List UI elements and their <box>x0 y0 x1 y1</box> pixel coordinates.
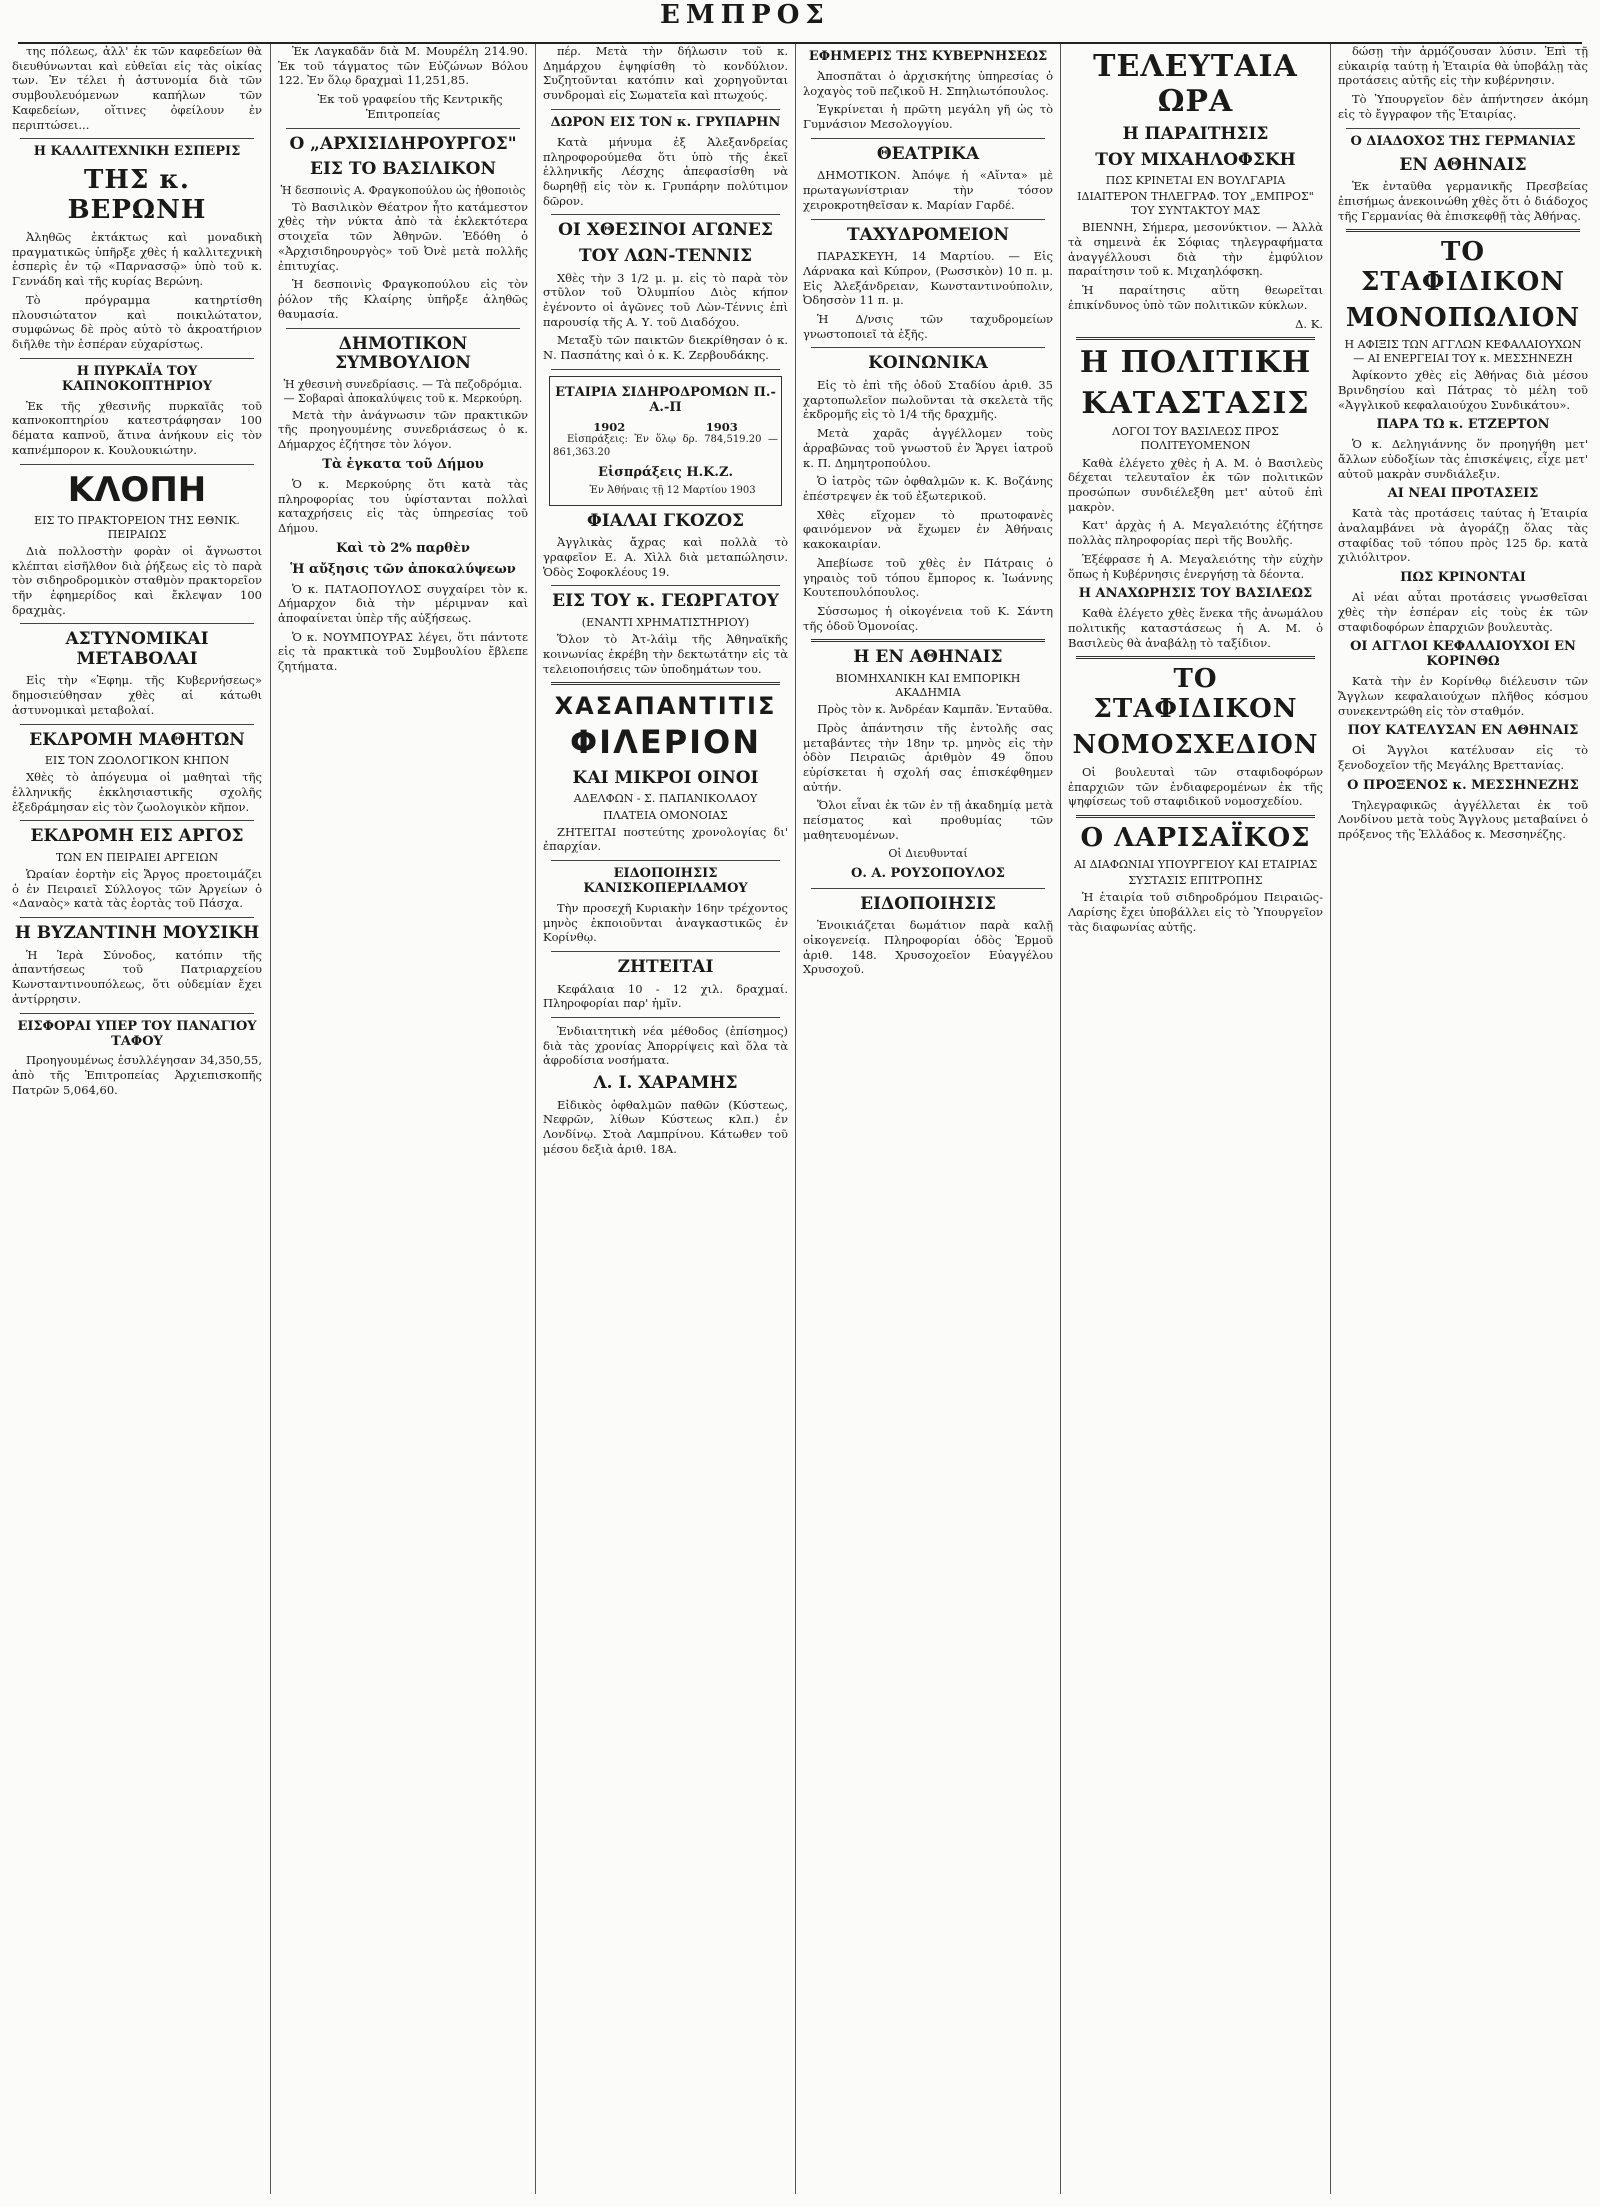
article-text: Εἰς τὸ ἐπὶ τῆς ὁδοῦ Σταδίου ἀριθ. 35 χαρτοπωλεῖον πωλοῦνται τὰ σκελετὰ τῆς ἐκδρομῆς εἰς τὸ 1/4 τῆς δραχμῆς. <box>803 377 1053 422</box>
article-text: Κατὰ τὰς προτάσεις ταύτας ἡ Ἑταιρία ἀναλαμβάνει νὰ ἀγοράζῃ ὅλας τὰς σταφίδας τοῦ τόπου πρὸς 125 δρ. κατὰ χιλιόλιτρον. <box>1338 506 1588 565</box>
article-text: Ἐκ Λαγκαδᾶν διὰ Μ. Μουρέλη 214.90. Ἐκ τοῦ τάγματος τῶν Εὐζώνων Βόλου 122. Ἐν ὅλῳ δραχμαὶ 11,251,85. <box>278 44 528 88</box>
article-text: Ἐγκρίνεται ἡ πρῶτη μεγάλη γῆ ὡς τὸ Γυμνάσιον Μεσολογγίου. <box>803 102 1053 132</box>
article-text: Τὸ Βασιλικὸν Θέατρον ἦτο κατάμεστον χθὲς τὴν νύκτα ἀπὸ τὰ ἐκλεκτότερα στοιχεῖα τῶν Ἀθηνῶν. Ἐδόθη ὁ «Ἀρχισιδηρουργὸς» τοῦ Ὀνὲ μετὰ πολλῆς ἐπιτυχίας. <box>278 199 528 273</box>
ad-text: Ὅλον τὸ Ἀτ-λάὶμ τῆς Ἀθηναϊκῆς κοινωνίας ἐκρέβη τὴν δεκτωτάτην εἰς τὰ τελειοποιήσεις τῶν ὑποδημάτων του. <box>543 632 788 676</box>
article-text: Μετὰ χαρᾶς ἀγγέλλομεν τοὺς ἀρραβῶνας τοῦ γνωστοῦ ἐν Ἄργει ἰατροῦ κ. Π. Δημητροπούλου. <box>803 426 1053 470</box>
article-text: Εἰς τὴν «Ἐφημ. τῆς Κυβερνήσεως» δημοσιεύθησαν χθὲς αἱ κάτωθι ἀστυνομικαὶ μεταβολαί. <box>12 673 262 717</box>
column-divider <box>1330 44 1331 2194</box>
ad-headline: ΦΙΑΛΑΙ ΓΚΟΖΟΣ <box>586 510 745 531</box>
section-heading: Καὶ τὸ 2% παρθὲν <box>336 540 470 556</box>
headline: Η ΠΥΡΚΑΪΑ ΤΟΥ ΚΑΠΝΟΚΟΠΤΗΡΙΟΥ <box>61 363 213 394</box>
ad-text: Κεφάλαια 10 - 12 χιλ. δραχμαί. Πληροφορίαι παρ' ἡμῖν. <box>543 981 788 1011</box>
article-text: Πρὸς ἀπάντησιν τῆς ἐντολῆς σας μεταβάντες τὴν 18ην τρ. μηνὸς εἰς τὴν ὁδὸν Πειραιῶς ἀριθμὸν 49 ὅπου εὑρίσκεται ἡ σχολή σας ἐπισκέφθημεν αὐτήν. <box>803 720 1053 794</box>
ad-text: Ἐνδιαιτητικὴ νέα μέθοδος (ἐπίσημος) διὰ τὰς χρονίας Ἀπορρίψεις καὶ ὅλα τὰ ἀφροδίσια νοσήματα. <box>543 1024 788 1068</box>
ad-text: Εἰδικὸς ὀφθαλμῶν παθῶν (Κύστεως, Νεφρῶν, λίθων Κύστεως κλπ.) ἐν Λονδίνῳ. Στοὰ Λαμπρίνου. Κάτωθεν τοῦ μέσου δεξιὰ ἀριθ. 18Α. <box>543 1097 788 1156</box>
article-text: ΒΙΕΝΝΗ, Σήμερα, μεσονύκτιον. — Ἀλλὰ τὰ σημεινὰ ἐκ Σόφιας τηλεγραφήματα ἀναγγέλλουσι διὰ τὴν ἐμφύλιον παραίτησιν τοῦ κ. Μιχαηλόφσκη. <box>1068 220 1323 279</box>
article-text: Ἡ Δ/νσις τῶν ταχυδρομείων γνωστοποιεῖ τὰ ἑξῆς. <box>803 311 1053 341</box>
divider <box>551 860 780 861</box>
headline: ΕΝ ΑΘΗΝΑΙΣ <box>1399 154 1527 175</box>
headline: Ο ΛΑΡΙΣΑΪΚΟΣ <box>1080 823 1311 854</box>
headline: ΕΙΣ ΤΟ ΒΑΣΙΛΙΚΟΝ <box>309 159 497 180</box>
article-text: Ὁ κ. Δεληγιάννης ὅν προηγήθη μετ' ἄλλων εὐδοξίων τὰς ἐπισκέψεις, εἶχε μετ' αὐτοῦ μακρὰν συνδιάλεξιν. <box>1338 437 1588 481</box>
divider <box>551 109 780 110</box>
column-divider <box>795 44 796 2194</box>
divider <box>551 951 780 952</box>
article-text: Κατ' ἀρχὰς ἡ Α. Μεγαλειότης ἐζήτησε πολλὰς πληροφορίας περὶ τῆς Βουλῆς. <box>1068 518 1323 548</box>
ad-headline: ΖΗΤΕΙΤΑΙ <box>617 957 714 978</box>
divider <box>1346 128 1580 129</box>
divider <box>811 347 1045 348</box>
ad-headline: ΕΙΣ ΤΟΥ κ. ΓΕΩΡΓΑΤΟΥ <box>552 591 779 612</box>
headline: ΕΦΗΜΕΡΙΣ ΤΗΣ ΚΥΒΕΡΝΗΣΕΩΣ <box>808 49 1048 64</box>
article-text: Ἐν Ἀθήναις τῇ 12 Μαρτίου 1903 <box>589 484 756 496</box>
column-4 <box>803 44 1053 2194</box>
article-text: Σύσσωμος ἡ οἰκογένεια τοῦ Κ. Σάντη τῆς ὁδοῦ Ὁμονοίας. <box>803 603 1053 633</box>
headline: ΕΚΔΡΟΜΗ ΕΙΣ ΑΡΓΟΣ <box>30 826 244 847</box>
headline: ΚΛΟΠΗ <box>67 469 207 510</box>
subheadline: ΑΙ ΔΙΑΦΩΝΙΑΙ ΥΠΟΥΡΓΕΙΟΥ ΚΑΙ ΕΤΑΙΡΙΑΣ <box>1073 858 1318 872</box>
article-text: Ὅλοι εἶναι ἐκ τῶν ἐν τῇ ἀκαδημίᾳ μετὰ πείσματος καὶ προθυμίας τῶν μαθητευομένων. <box>803 798 1053 842</box>
divider <box>20 917 254 918</box>
article-text: Πρὸς τὸν κ. Ἀνδρέαν Καμπᾶν. Ἐνταῦθα. <box>817 702 1053 717</box>
divider <box>1076 656 1315 659</box>
headline: ΕΙΔΟΠΟΙΗΣΙΣ <box>860 893 996 914</box>
subheadline: ΕΙΣ ΤΟ ΠΡΑΚΤΟΡΕΙΟΝ ΤΗΣ ΕΘΝΙΚ. ΠΕΙΡΑΙΩΣ <box>34 513 240 541</box>
article-text: Ἐξέφρασε ἡ Α. Μεγαλειότης τὴν εὐχὴν ὅπως ἡ Κυβέρνησις ἐνεργήσῃ τὰ δέοντα. <box>1068 551 1323 581</box>
article-text: Τὸ πρόγραμμα κατηρτίσθη πλουσιώτατον καὶ ποικιλώτατον, συμφώνως δὲ πρὸς αὐτὸ τὸ ἀκροατήριον διῆλθε τὴν ἑσπέραν εὐχαρίστως. <box>12 292 262 352</box>
headline: Ο ΔΙΑΔΟΧΟΣ ΤΗΣ ΓΕΡΜΑΝΙΑΣ <box>1350 133 1576 149</box>
headline: ΟΙ ΧΘΕΣΙΝΟΙ ΑΓΩΝΕΣ <box>558 220 773 241</box>
headline: Εἰσπράξεις Η.Κ.Ζ. <box>598 465 733 480</box>
article-text: Ἀπεβίωσε τοῦ χθὲς ἐν Πάτραις ὁ γηραιὸς τοῦ τόπου ἔμπορος κ. Ἰωάννης Κουτεπουλόπουλος. <box>803 555 1053 600</box>
headline: Η ΒΥΖΑΝΤΙΝΗ ΜΟΥΣΙΚΗ <box>14 923 260 944</box>
headline: ΘΕΑΤΡΙΚΑ <box>876 143 980 164</box>
article-text: Ἐκ τοῦ γραφείου τῆς Κεντρικῆς Ἐπιτροπείας <box>317 92 503 121</box>
article-text: Ἀφίκοντο χθὲς εἰς Ἀθήνας διὰ μέσου Βρινδησίου καὶ Πάτρας τὸ μέλη τοῦ «Ἀγγλικοῦ κεφαλαιούχου Συνδικάτου». <box>1338 368 1588 412</box>
headline: ΝΟΜΟΣΧΕΔΙΟΝ <box>1072 730 1319 761</box>
article-text: Ἡ Ἱερὰ Σύνοδος, κατόπιν τῆς ἀπαντήσεως τοῦ Πατριαρχείου Κωνσταντινουπόλεως, ὅτι οὐδεμίαν ἔχει ἀντίρρησιν. <box>12 947 262 1006</box>
headline: ΤΟ ΣΤΑΦΙΔΙΚΟΝ <box>1093 664 1298 725</box>
subheadline: ΣΥΣΤΑΣΙΣ ΕΠΙΤΡΟΠΗΣ <box>1128 874 1263 888</box>
headline: ΤΑΧΥΔΡΟΜΕΙΟΝ <box>846 224 1010 245</box>
article-text: ΔΗΜΟΤΙΚΟΝ. Ἀπόψε ἡ «Αἴντα» μὲ πρωταγωνίστριαν τὴν τόσον χειροκροτηθεῖσαν κ. Μαρίαν Γαρδέ. <box>803 168 1053 212</box>
article-text: Κατὰ τὴν ἐν Κορίνθῳ διέλευσιν τῶν Ἄγγλων κεφαλαιούχων πλῆθος κόσμου συνεκεντρώθη εἰς τὸν σταθμόν. <box>1338 674 1588 718</box>
section-heading: ΟΙ ΑΓΓΛΟΙ ΚΕΦΑΛΑΙΟΥΧΟΙ ΕΝ ΚΟΡΙΝΘΩ <box>1350 639 1576 670</box>
divider <box>20 724 254 725</box>
subheadline: ΙΔΙΑΙΤΕΡΟΝ ΤΗΛΕΓΡΑΦ. ΤΟΥ „ΕΜΠΡΟΣ" ΤΟΥ ΣΥΝΤΑΚΤΟΥ ΜΑΣ <box>1077 190 1314 218</box>
article-text: Κατὰ μήνυμα ἐξ Ἀλεξανδρείας πληροφορούμεθα ὅτι ὑπὸ τῆς ἐκεῖ ἑλληνικῆς Λέσχης ἀπεφασίσθη νὰ δωρηθῇ εἰς τὸν κ. Γρυπάρην πολύτιμον δῶρον. <box>543 134 788 208</box>
headline: ΔΩΡΟΝ ΕΙΣ ΤΟΝ κ. ΓΡΥΠΑΡΗΝ <box>550 114 781 130</box>
subheadline: ΒΙΟΜΗΧΑΝΙΚΗ ΚΑΙ ΕΜΠΟΡΙΚΗ ΑΚΑΔΗΜΙΑ <box>835 671 1021 700</box>
article-text: Τὸ Ὑπουργεῖον δὲν ἀπήντησεν ἀκόμη εἰς τὸ ἔγγραφον τῆς Ἑταιρίας. <box>1338 92 1588 121</box>
column-3 <box>543 44 788 2194</box>
article-text: Ὡραίαν ἑορτὴν εἰς Ἄργος προετοιμάζει ὁ ἐν Πειραιεῖ Σύλλογος τῶν Ἀργείων ὁ «Δαναὸς» κατὰ τὰς ἑορτὰς τοῦ Πάσχα. <box>12 867 262 911</box>
article-text: Αἱ νέαι αὗται προτάσεις γνωσθεῖσαι χθὲς τὴν ἑσπέραν εἰς τοὺς ἐκ τῶν σταφιδοφόρων ἐπαρχιῶν βουλευτὰς. <box>1338 590 1588 634</box>
headline: Η ΚΑΛΛΙΤΕΧΝΙΚΗ ΕΣΠΕΡΙΣ <box>33 144 241 160</box>
ad-subheadline: ΠΛΑΤΕΙΑ ΟΜΟΝΟΙΑΣ <box>603 808 728 822</box>
year-label: 1903 <box>705 419 738 434</box>
divider <box>811 138 1045 139</box>
column-divider <box>1060 44 1061 2194</box>
subheadline: ΠΩΣ ΚΡΙΝΕΤΑΙ ΕΝ ΒΟΥΛΓΑΡΙΑ <box>1105 174 1286 188</box>
subheadline: ΛΟΓΟΙ ΤΟΥ ΒΑΣΙΛΕΩΣ ΠΡΟΣ ΠΟΛΙΤΕΥΟΜΕΝΟΝ <box>1112 425 1279 453</box>
column-2 <box>278 44 528 2194</box>
article-text: Χθὲς τὴν 3 1/2 μ. μ. εἰς τὸ παρὰ τὸν στῦλον τοῦ Ὀλυμπίου Διὸς κήπον ἐγένοντο οἱ ἀγῶνες τοῦ Λὼν-Τέννις ἐπὶ παρουσίᾳ τῆς Α. Υ. τοῦ Διαδόχου. <box>543 270 788 329</box>
ad-text: Ἀγγλικὰς ἄχρας καὶ πολλὰ τὸ γραφεῖον Ε. Α. Χὶλλ διὰ μεταπώλησιν. Ὁδὸς Σοφοκλέους 19. <box>543 535 788 579</box>
article-text: ΠΑΡΑΣΚΕΥΗ, 14 Μαρτίου. — Εἰς Λάρνακα καὶ Κύπρον, (Ρωσσικὸν) 10 π. μ. Εἰς Ἀλεξάνδρειαν, Κωνσταντινούπολιν, Ὀδησσὸν 11 π. μ. <box>803 249 1053 308</box>
article-text: Ὁ κ. ΠΑΤΑΟΠΟΥΛΟΣ συγχαίρει τὸν κ. Δήμαρχον διὰ τὴν μέριμναν καὶ ἀποφαίνεται ὑπὲρ τῆς αὐξήσεως. <box>278 581 528 626</box>
article-text: Ὁ κ. Μερκούρης ὅτι κατὰ τὰς πληροφορίας του ὑφίστανται πολλαὶ καταχρήσεις εἰς τὰς ὑπηρεσίας τοῦ Δήμου. <box>278 476 528 536</box>
railway-revenue-box <box>549 376 782 506</box>
article-text: Τηλεγραφικῶς ἀγγέλλεται ἐκ τοῦ Λονδίνου μετὰ τοὺς Ἄγγλους μεταβαίνει ὁ πρόξενος τῆς Ἑλλάδος κ. Μεσσηνέζης. <box>1338 797 1588 841</box>
column-divider <box>535 44 536 2194</box>
headline: Η ΕΝ ΑΘΗΝΑΙΣ <box>853 647 1003 668</box>
article-text: της πόλεως, ἀλλ' ἐκ τῶν καφεδείων θὰ διευθύνωνται καὶ εὐθεῖαι εἰς τὰς οἰκίας των. Ἐν τέλει ἡ ἀστυνομία διὰ τῶν συμβουλευόμενων καπήλων τῶν Καφεδείων, οἵτινες ὀφείλουν ἐν περιπτώσει... <box>12 44 262 132</box>
headline: ΤΟΥ ΛΩΝ-ΤΕΝΝΙΣ <box>578 245 753 266</box>
article-text: Ὁ ἰατρὸς τῶν ὀφθαλμῶν κ. Κ. Βοζάνης ἐπέστρεψεν ἐκ τοῦ ἐξωτερικοῦ. <box>803 474 1053 503</box>
divider <box>551 369 780 370</box>
masthead <box>0 0 1600 36</box>
article-text: δώσῃ τὴν ἁρμόζουσαν λύσιν. Ἐπὶ τῇ εὐκαιρίᾳ ταύτῃ ἡ Ἑταιρία θὰ ὑποβάλῃ τὰς προτάσεις αὐτῆς εἰς τὴν κυβέρνησιν. <box>1338 44 1588 88</box>
section-heading: ΠΩΣ ΚΡΙΝΟΝΤΑΙ <box>1400 570 1526 586</box>
column-1 <box>12 44 262 2194</box>
divider <box>20 358 254 359</box>
ad-headline: ΦΙΛΕΡΙΟΝ <box>569 722 762 761</box>
article-text: Μετὰ τὴν ἀνάγνωσιν τῶν πρακτικῶν τῆς προηγουμένης συνεδριάσεως ὁ κ. Δήμαρχος ἐζήτησε τὸν λόγον. <box>278 407 528 452</box>
ad-subheadline: ΑΔΕΛΦΩΝ - Σ. ΠΑΠΑΝΙΚΟΛΑΟΥ <box>573 792 758 806</box>
article-text: Εἰσπράξεις: Ἐν ὅλῳ δρ. 784,519.20 — 861,363.20 <box>553 434 778 459</box>
ad-headline: Λ. Ι. ΧΑΡΑΜΗΣ <box>593 1073 738 1094</box>
headline: Ο „ΑΡΧΙΣΙΔΗΡΟΥΡΓΟΣ" <box>289 133 517 154</box>
headline: ΚΑΤΑΣΤΑΣΙΣ <box>1081 385 1310 421</box>
article-text: Οἱ Ἄγγλοι κατέλυσαν εἰς τὸ ξενοδοχεῖον τῆς Μεγάλης Βρεττανίας. <box>1338 743 1588 772</box>
divider <box>1076 815 1315 818</box>
article-text: Ἐκ ἐνταῦθα γερμανικῆς Πρεσβείας ἐπισήμως ἀνεκοινώθη χθὲς ὅτι ὁ διάδοχος τῆς Γερμανίας θὰ ἐπισκεφθῇ τὰς Ἀθήνας. <box>1338 179 1588 223</box>
article-text: Οἱ βουλευταὶ τῶν σταφιδοφόρων ἐπαρχιῶν τῶν ἐνδιαφερομένων ἐκ τῆς ψηφίσεως τοῦ σταφιδικοῦ νομοσχεδίου. <box>1068 765 1323 809</box>
article-text: Ἡ παραίτησις αὕτη θεωρεῖται ἐπικίνδυνος ὑπὸ τῶν πολιτικῶν κύκλων. <box>1068 283 1323 312</box>
headline: Η ΠΑΡΑΙΤΗΣΙΣ <box>1122 124 1269 144</box>
article-text: Χθὲς εἴχομεν τὸ πρωτοφανὲς φαινόμενον νὰ ἔχωμεν ἐν Ἀθήναις κακοκαιρίαν. <box>803 507 1053 552</box>
article-text: Καθὰ ἐλέγετο χθὲς ἕνεκα τῆς ἀνωμάλου πολιτικῆς καταστάσεως ἡ Α. Μ. ὁ Βασιλεὺς θὰ ἀναβάλῃ τὸ ταξίδιον. <box>1068 606 1323 650</box>
headline: ΜΟΝΟΠΩΛΙΟΝ <box>1345 303 1581 334</box>
subheadline: Η ΑΦΙΞΙΣ ΤΩΝ ΑΓΓΛΩΝ ΚΕΦΑΛΑΙΟΥΧΩΝ — ΑΙ ΕΝΕΡΓΕΙΑΙ ΤΟΥ κ. ΜΕΣΣΗΝΕΖΗ <box>1344 337 1582 365</box>
subheadline: Ἡ χθεσινὴ συνεδρίασις. — Τὰ πεζοδρόμια. — Σοβαραὶ ἀποκαλύψεις τοῦ κ. Μερκούρη. <box>283 377 523 405</box>
signature: Δ. Κ. <box>1295 316 1323 331</box>
divider <box>20 820 254 821</box>
article-text: Ἀποσπᾶται ὁ ἀρχισκήτης ὑπηρεσίας ὁ λοχαγὸς τοῦ πεζικοῦ Η. Σπηλιωτόπουλος. <box>803 68 1053 98</box>
section-heading: Τὰ ἐγκατα τοῦ Δήμου <box>322 456 484 472</box>
headline: ΤΟ ΣΤΑΦΙΔΙΚΟΝ <box>1360 237 1566 298</box>
divider <box>551 682 780 685</box>
article-text: Μεταξὺ τῶν παικτῶν διεκρίθησαν ὁ κ. Ν. Πασπάτης καὶ ὁ κ. Κ. Ζερβουδάκης. <box>543 333 788 363</box>
article-text: Καθὰ ἐλέγετο χθὲς ἡ Α. Μ. ὁ Βασιλεὺς δέχεται τελευταῖον ἐκ τῶν πολιτικῶν προσώπων συνδιέλεξθη μετ' αὐτοῦ ἐπὶ μακρὸν. <box>1068 455 1323 514</box>
headline: ΕΙΣΦΟΡΑΙ ΥΠΕΡ ΤΟΥ ΠΑΝΑΓΙΟΥ ΤΑΦΟΥ <box>17 1018 257 1049</box>
divider <box>551 1017 780 1018</box>
section-heading: ΑΙ ΝΕΑΙ ΠΡΟΤΑΣΕΙΣ <box>1387 486 1539 502</box>
headline: ΤΕΛΕΥΤΑΙΑ ΩΡΑ <box>1093 49 1298 119</box>
divider <box>811 219 1045 220</box>
section-heading: Ἡ αὔξησις τῶν ἀποκαλύψεων <box>290 561 516 577</box>
headline: ΕΙΔΟΠΟΙΗΣΙΣ ΚΑΝΙΣΚΟΠΕΡΙΛΑΜΟΥ <box>583 866 748 896</box>
column-5 <box>1068 44 1323 2194</box>
divider <box>551 214 780 215</box>
article-text: Διὰ πολλοστὴν φορὰν οἱ ἄγνωστοι κλέπται εἰσῆλθον διὰ ῥήξεως εἰς τὸ παρὰ τὸν σιδηροδρομικὸν σταθμὸν πρακτορεῖον τῆν ἐφημερίδος καὶ ἔκλεψαν 100 δραχμὰς. <box>12 543 262 617</box>
headline: ΕΤΑΙΡΙΑ ΣΙΔΗΡΟΔΡΟΜΩΝ Π.-Α.-Π <box>555 384 776 415</box>
section-heading: ΠΟΥ ΚΑΤΕΛΥΣΑΝ ΕΝ ΑΘΗΝΑΙΣ <box>1347 723 1579 739</box>
divider <box>551 585 780 586</box>
headline: ΕΚΔΡΟΜΗ ΜΑΘΗΤΩΝ <box>29 729 245 750</box>
newspaper-title: ΕΜΠΡΟΣ <box>660 0 830 30</box>
article-text: Ἐκ τῆς χθεσινῆς πυρκαϊᾶς τοῦ καπνοκοπτηρίου κατεστράφησαν 100 δέματα καπνοῦ, ἅτινα ἀνήκουν εἰς τὸν καπνέμπορον κ. Κουλουκιώτην. <box>12 398 262 457</box>
headline: ΑΣΤΥΝΟΜΙΚΑΙ ΜΕΤΑΒΟΛΑΙ <box>65 629 209 669</box>
divider <box>20 623 254 624</box>
section-heading: Ο ΠΡΟΞΕΝΟΣ κ. ΜΕΣΣΗΝΕΖΗΣ <box>1347 777 1579 793</box>
ad-headline: ΧΑΣΑΠΑΝΤΙΤΙΣ <box>554 692 777 721</box>
article-text: Ἡ δεσποινὶς Φραγκοπούλου εἰς τὸν ῥόλον τῆς Κλαίρης ὑπῆρξε ἀληθῶς θαυμασία. <box>278 277 528 321</box>
headline: ΚΟΙΝΩΝΙΚΑ <box>868 353 988 374</box>
year-header-row <box>553 420 778 435</box>
subheadline: ΕΙΣ ΤΟΝ ΖΩΟΛΟΓΙΚΟΝ ΚΗΠΟΝ <box>44 754 230 768</box>
divider <box>20 138 254 139</box>
article-text: Τὴν προσεχῆ Κυριακὴν 16ην τρέχοντος μηνὸς ἐκποιοῦνται ἀναγκαστικῶς ἐν Κορίνθῳ. <box>543 900 788 945</box>
headline: ΤΗΣ κ. ΒΕΡΩΝΗ <box>67 165 207 226</box>
subheadline: ΤΩΝ ΕΝ ΠΕΙΡΑΙΕΙ ΑΡΓΕΙΩΝ <box>55 850 219 864</box>
section-heading: ΠΑΡΑ ΤΩ κ. ΕΤΖΕΡΤΟΝ <box>1376 417 1550 433</box>
divider <box>286 328 520 329</box>
ad-headline: ΚΑΙ ΜΙΚΡΟΙ ΟΙΝΟΙ <box>572 767 759 788</box>
ad-subheadline: (ΕΝΑΝΤΙ ΧΡΗΜΑΤΙΣΤΗΡΙΟΥ) <box>581 615 750 629</box>
headline: Η ΠΟΛΙΤΙΚΗ <box>1079 345 1312 381</box>
signature: Οἱ Διευθυνταί <box>888 846 968 860</box>
divider <box>811 639 1045 642</box>
article-text: Ἀληθῶς ἐκτάκτως καὶ μοναδικὴ πραγματικῶς ὑπῆρξε χθὲς ἡ καλλιτεχνικὴ ἑσπερὶς ἐν τῷ «Παρνασσῷ» ὑπὸ τοῦ κ. Γεννάδη καὶ τῆς κυρίας Βερώνη. <box>12 230 262 289</box>
article-text: Προηγουμένως ἐσυλλέγησαν 34,350,55, ἀπὸ τῆς Ἐπιτροπείας Ἀρχιεπισκοπῆς Πατρῶν 5,064,60. <box>12 1053 262 1097</box>
divider <box>1346 229 1580 232</box>
article-text: Ὁ κ. ΝΟΥΜΠΟΥΡΑΣ λέγει, ὅτι πάντοτε εἰς τὰ πρακτικὰ τοῦ Συμβουλίου ἔβλεπε ζητήματα. <box>278 629 528 674</box>
column-divider <box>270 44 271 2194</box>
divider <box>1076 337 1315 340</box>
headline: ΔΗΜΟΤΙΚΟΝ ΣΥΜΒΟΥΛΙΟΝ <box>335 333 471 374</box>
section-heading: Η ΑΝΑΧΩΡΗΣΙΣ ΤΟΥ ΒΑΣΙΛΕΩΣ <box>1078 586 1313 602</box>
ad-text: ΖΗΤΕΙΤΑΙ ποστεύτης χρονολογίας δι' ἐπαρχίαν. <box>543 824 788 854</box>
divider <box>286 128 520 129</box>
column-6 <box>1338 44 1588 2194</box>
divider <box>811 888 1045 889</box>
signature: Ο. Α. ΡΟΥΣΟΠΟΥΛΟΣ <box>851 865 1005 881</box>
subheadline: Ἡ δεσποινὶς Α. Φραγκοπούλου ὡς ἠθοποιὸς <box>280 183 526 197</box>
headline: ΤΟΥ ΜΙΧΑΗΛΟΦΣΚΗ <box>1095 149 1296 170</box>
article-text: Ἐνοικιάζεται δωμάτιον παρὰ καλῇ οἰκογενείᾳ. Πληροφορίαι ὁδὸς Ἑρμοῦ ἀριθ. 148. Χρυσοχοεῖον Εὐαγγέλου Χρυσοχοῦ. <box>803 918 1053 977</box>
article-text: Χθὲς τὸ ἀπόγευμα οἱ μαθηταὶ τῆς ἑλληνικῆς ἐκκλησιαστικῆς σχολῆς ἐξεδράμησαν εἰς τὸν ζωολογικὸν κῆπον. <box>12 770 262 814</box>
article-text: Ἡ ἑταιρία τοῦ σιδηροδρόμου Πειραιῶς-Λαρίσης ἔχει ὑποβάλλει εἰς τὸ Ὑπουργεῖον τὰς διαφωνίας αὐτῆς. <box>1068 890 1323 934</box>
divider <box>20 464 254 465</box>
divider <box>20 1013 254 1014</box>
article-text: πέρ. Μετὰ τὴν δήλωσιν τοῦ κ. Δημάρχου ἐψηφίσθη τὸ κονδύλιον. Συζητοῦνται κατόπιν καὶ χορηγοῦνται συνδρομαὶ εἰς Σωματεῖα καὶ πτωχούς. <box>543 44 788 103</box>
year-label: 1902 <box>593 419 626 434</box>
